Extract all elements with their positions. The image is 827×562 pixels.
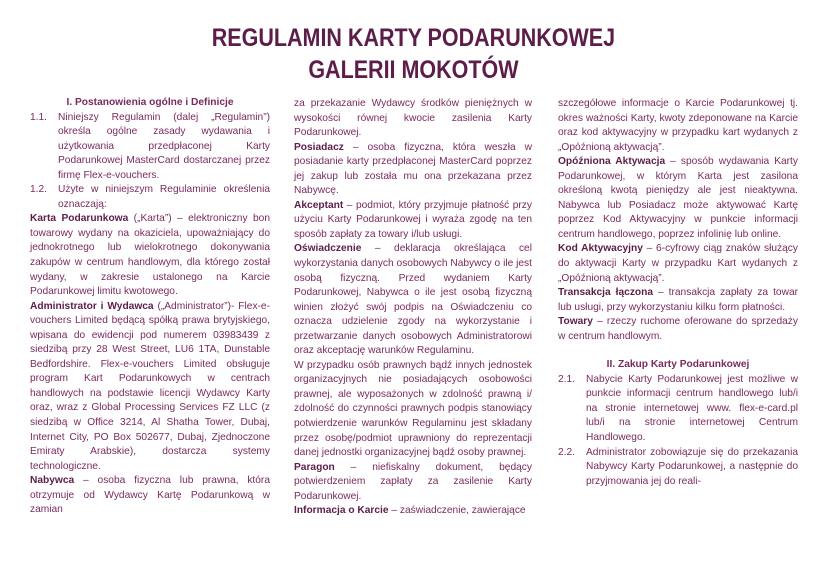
item-number: 2.1. xyxy=(558,373,575,385)
definition-term: Transakcja łączona xyxy=(558,287,654,299)
definition xyxy=(558,286,798,315)
paragraph-text: za przekazanie Wydawcy środków pieniężnych w wysokości równej kwocie zasilenia Karty Podarunkowej. xyxy=(294,98,532,139)
definition xyxy=(558,315,798,344)
definition-term: Administrator i Wydawca xyxy=(30,300,154,312)
definition-term: Towary xyxy=(558,316,593,328)
definition-text: – deklaracja określająca cel wykorzystania danych osobowych Nabywcy o ile jest osobą fizyczną. Przed wydaniem Karty Podarunkowej, Nabywca o ile jest osobą fizyczną winien złożyć swój podpis na Oświadczeniu co oznacza udzielenie zgody na wykorzystanie i przetwarzanie danych osobowych Administratorowi oraz akceptację warunków Regulaminu. xyxy=(294,243,532,357)
definition xyxy=(294,199,532,243)
definition xyxy=(558,242,798,286)
definition xyxy=(294,461,532,505)
paragraph-text: szczegółowe informacje o Karcie Podarunkowej tj. okres ważności Karty, kwoty zdeponowane na Karcie oraz kod aktywacyjny w przypadku kart wydanych z „Opóźnioną aktywacją”. xyxy=(558,98,798,153)
definition-text: („Administrator”)- Flex-e-vouchers Limited będącą spółką prawa brytyjskiego, wpisana do ewidencji pod numerem 03983439 z siedzibą przy 28 West Street, LU6 1TA, Dunstable Bedfordshire. Flex-e-vouchers Limited obsługuje program Kart Podarunkowych w centrach handlowych na podstawie licencji Wydawcy Karty oraz, wraz z Global Processing Services FZ LLC (z siedzibą w Office 3214, Al Shatha Tower, Dubaj, Internet City, PO Box 502677, Dubaj, Zjednoczone Emiraty Arabskie), dostarcza systemy technologiczne. xyxy=(30,300,270,472)
paragraph xyxy=(558,97,798,155)
definition xyxy=(30,474,270,518)
definition-term: Paragon xyxy=(294,461,335,473)
item-text: Niniejszy Regulamin (dalej „Regulamin”) określa ogólne zasady wydawania i użytkowania przedpłaconej Karty Podarunkowej MasterCard dostarczanej przez firmę Flex-e-vouchers. xyxy=(58,111,270,181)
definition xyxy=(294,141,532,199)
definition-text: – podmiot, który przyjmuje płatność przy użyciu Karty Podarunkowej i wyraża zgodę na ten sposób zapłaty za towary i/lub usługi. xyxy=(294,199,532,240)
definition-text: – transakcja zapłaty za towar lub usługi, przy wykorzystaniu kilku form płatności. xyxy=(558,287,798,313)
definition-term: Oświadczenie xyxy=(294,243,362,255)
column-3 xyxy=(558,97,798,489)
spacer xyxy=(558,344,798,358)
definition-term: Karta Podarunkowa xyxy=(30,213,129,225)
numbered-item xyxy=(30,111,270,184)
item-text: Administrator zobowiązuje się do przekazania Nabywcy Karty Podarunkowej, a następnie do przyjmowania jej do reali- xyxy=(586,446,798,487)
definition-text: („Karta”) – elektroniczny bon towarowy wydany na okaziciela, upoważniający do jednokrotnego lub wielokrotnego dokonywania zakupów w centrum handlowym, dla którego został wydany, w zakresie ustalonego na Karcie Podarunkowej limitu kwotowego. xyxy=(30,213,270,298)
section-heading-2: II. Zakup Karty Podarunkowej xyxy=(606,359,750,371)
definition-text: – osoba fizyczna lub prawna, która otrzymuje od Wydawcy Kartę Podarunkową w zamian xyxy=(30,475,270,516)
definition-text: – osoba fizyczna, która weszła w posiadanie karty przedpłaconej MasterCard poprzez jej zakup lub została mu ona przekazana przez Nabywcę. xyxy=(294,141,532,197)
item-number: 1.2. xyxy=(30,184,47,196)
numbered-item xyxy=(558,446,798,490)
definition-term: Posiadacz xyxy=(294,141,344,153)
section-heading-1: I. Postanowienia ogólne i Definicje xyxy=(66,97,234,108)
numbered-item xyxy=(558,373,798,446)
paragraph xyxy=(294,97,532,141)
title-line-2: GALERII MOKOTÓW xyxy=(308,56,519,84)
definition-text: – 6-cyfrowy ciąg znaków służący do aktywacji Karty w przypadku Kart wydanych z „Opóźnioną aktywacją”. xyxy=(558,243,798,284)
item-text: Nabycie Karty Podarunkowej jest możliwe w punkcie informacji centrum handlowego lub/i na stronie internetowej www. flex-e-card.pl lub/i na stronie internetowej Centrum Handlowego. xyxy=(586,373,798,444)
item-number: 1.1. xyxy=(30,111,47,123)
definition-term: Akceptant xyxy=(294,199,344,211)
definition-term: Nabywca xyxy=(30,475,75,487)
paragraph xyxy=(294,359,532,461)
item-text: Użyte w niniejszym Regulaminie określenia oznaczają: xyxy=(58,184,270,210)
numbered-item xyxy=(30,183,270,212)
definition xyxy=(30,212,270,299)
definition-term: Informacja o Karcie xyxy=(294,505,389,517)
definition xyxy=(294,242,532,358)
column-2 xyxy=(294,97,532,519)
document-title xyxy=(58,22,769,86)
definition-term: Opóźniona Aktywacja xyxy=(558,156,666,168)
definition-term: Kod Aktywacyjny xyxy=(558,243,643,255)
definition-text: – sposób wydawania Karty Podarunkowej, w którym Karta jest zasilona określoną kwotą pieniędzy ale jest nieaktywna. Nabywca lub Posiadacz może aktywować Kartę poprzez Kod Aktywacyjny w punkcie informacji centrum handlowego, poprzez infolinię lub online. xyxy=(558,156,798,240)
definition-text: – niefiskalny dokument, będący potwierdzeniem zapłaty za zasilenie Karty Podarunkowej. xyxy=(294,461,532,502)
definition-text: – zaświadczenie, zawierające xyxy=(388,505,526,517)
definition xyxy=(30,300,270,475)
definition xyxy=(294,504,532,519)
item-number: 2.2. xyxy=(558,446,575,458)
column-1 xyxy=(30,96,270,518)
paragraph-text: W przypadku osób prawnych bądź innych jednostek organizacyjnych nie posiadających osobowości prawnej, ale wyposażonych w zdolność prawną i/ zdolność do czynności prawnych podpis stanowiący potwierdzenie warunków Regulaminu jest składany przez osobę/podmiot uprawniony do reprezentacji danej jednostki organizacyjnej bądź osoby prawnej. xyxy=(294,359,532,459)
title-line-1: REGULAMIN KARTY PODARUNKOWEJ xyxy=(211,24,616,52)
definition-text: – rzeczy ruchome oferowane do sprzedaży w centrum handlowym. xyxy=(558,316,798,342)
definition xyxy=(558,155,798,242)
